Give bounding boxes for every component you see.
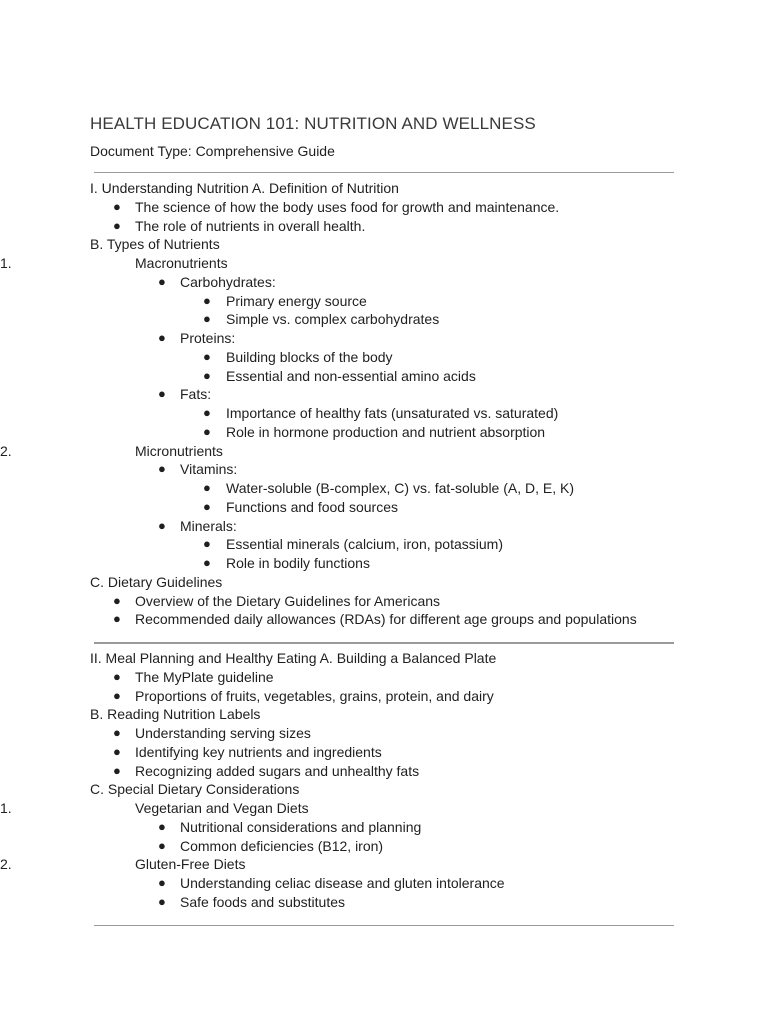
- line-text: Building blocks of the body: [226, 348, 393, 365]
- line-text: Proportions of fruits, vegetables, grains, protein, and dairy: [135, 687, 494, 704]
- bullet-marker: ●: [113, 217, 121, 233]
- line-text: Identifying key nutrients and ingredients: [135, 743, 382, 760]
- line-text: Essential and non-essential amino acids: [226, 367, 476, 384]
- bullet-item: [0, 687, 768, 706]
- bullet-marker: ●: [203, 292, 211, 308]
- outline-heading: [0, 235, 768, 254]
- line-text: Fats:: [180, 386, 212, 403]
- bullet-marker: ●: [158, 273, 166, 289]
- sub-sub-bullet-item: [0, 535, 768, 554]
- list-number: 1.: [0, 800, 12, 816]
- bullet-marker: ●: [113, 198, 121, 214]
- sub-bullet-item: [0, 893, 768, 912]
- sub-bullet-item: [0, 517, 768, 536]
- list-number: 2.: [0, 442, 12, 459]
- line-text: Macronutrients: [135, 255, 228, 271]
- sub-sub-bullet-item: [0, 310, 768, 329]
- line-text: Primary energy source: [226, 292, 367, 309]
- line-text: Proteins:: [180, 330, 236, 346]
- list-number: 2.: [0, 856, 12, 873]
- sub-sub-bullet-item: [0, 292, 768, 311]
- bullet-marker: ●: [158, 386, 166, 402]
- bullet-marker: ●: [203, 480, 211, 495]
- line-text: Essential minerals (calcium, iron, potassium): [226, 536, 503, 553]
- bullet-marker: ●: [158, 893, 166, 909]
- line-text: The role of nutrients in overall health.: [135, 217, 366, 234]
- line-text: Recognizing added sugars and unhealthy fats: [135, 762, 420, 779]
- line-text: Overview of the Dietary Guidelines for Americans: [135, 592, 441, 609]
- line-text: Carbohydrates:: [180, 273, 276, 290]
- bullet-marker: ●: [113, 743, 121, 759]
- bullet-item: [0, 762, 768, 781]
- bullet-marker: ●: [203, 555, 211, 570]
- line-text: Vegetarian and Vegan Diets: [135, 800, 309, 816]
- line-text: Safe foods and substitutes: [180, 893, 345, 910]
- line-text: I. Understanding Nutrition A. Definition of Nutrition: [90, 180, 399, 196]
- line-text: B. Types of Nutrients: [90, 236, 220, 253]
- line-text: Importance of healthy fats (unsaturated vs. saturated): [226, 405, 559, 421]
- bullet-marker: ●: [158, 461, 166, 477]
- line-text: Recommended daily allowances (RDAs) for different age groups and populations: [135, 611, 637, 628]
- line-text: Understanding serving sizes: [135, 725, 311, 741]
- bullet-marker: ●: [203, 348, 211, 364]
- sub-sub-bullet-item: [0, 479, 768, 498]
- outline-heading: [0, 780, 768, 799]
- sub-sub-bullet-item: [0, 367, 768, 386]
- line-text: The science of how the body uses food for growth and maintenance.: [135, 198, 560, 215]
- bullet-item: [0, 668, 768, 687]
- sub-sub-bullet-item: [0, 498, 768, 517]
- outline-heading: [0, 705, 768, 724]
- bullet-marker: ●: [158, 330, 166, 345]
- outline-heading: [0, 179, 768, 198]
- sub-bullet-item: [0, 385, 768, 404]
- line-text: Water-soluble (B-complex, C) vs. fat-soluble (A, D, E, K): [226, 480, 575, 496]
- bullet-marker: ●: [158, 875, 166, 890]
- bullet-item: [0, 592, 768, 611]
- bullet-marker: ●: [203, 498, 211, 514]
- line-text: Micronutrients: [135, 442, 223, 459]
- numbered-item: [0, 799, 768, 818]
- line-text: Common deficiencies (B12, iron): [180, 837, 384, 854]
- document-title: HEALTH EDUCATION 101: NUTRITION AND WELLNESS: [90, 114, 536, 133]
- line-text: The MyPlate guideline: [135, 668, 274, 685]
- section-meal-planning: [0, 649, 768, 912]
- sub-bullet-item: [0, 837, 768, 856]
- divider-middle: [94, 642, 674, 644]
- bullet-marker: ●: [203, 311, 211, 327]
- bullet-marker: ●: [203, 423, 211, 439]
- sub-bullet-item: [0, 329, 768, 348]
- outline-heading: [0, 649, 768, 668]
- line-text: Gluten-Free Diets: [135, 856, 246, 873]
- bullet-marker: ●: [158, 837, 166, 853]
- list-number: 1.: [0, 255, 12, 271]
- line-text: B. Reading Nutrition Labels: [90, 706, 261, 723]
- bullet-item: [0, 198, 768, 217]
- section-understanding-nutrition: [0, 179, 768, 629]
- line-text: C. Special Dietary Considerations: [90, 781, 300, 798]
- line-text: Functions and food sources: [226, 498, 398, 515]
- bullet-marker: ●: [113, 687, 121, 703]
- bullet-marker: ●: [203, 536, 211, 552]
- numbered-item: [0, 254, 768, 273]
- document-type: Document Type: Comprehensive Guide: [90, 143, 335, 159]
- line-text: Role in hormone production and nutrient absorption: [226, 423, 546, 440]
- line-text: Role in bodily functions: [226, 555, 370, 571]
- line-text: Vitamins:: [180, 461, 238, 478]
- bullet-marker: ●: [113, 725, 121, 740]
- sub-bullet-item: [0, 874, 768, 893]
- bullet-marker: ●: [203, 405, 211, 420]
- bullet-marker: ●: [158, 517, 166, 533]
- bullet-item: [0, 743, 768, 762]
- line-text: II. Meal Planning and Healthy Eating A. Building a Balanced Plate: [90, 650, 497, 666]
- line-text: Nutritional considerations and planning: [180, 818, 422, 835]
- sub-bullet-item: [0, 460, 768, 479]
- bullet-marker: ●: [158, 818, 166, 834]
- line-text: Minerals:: [180, 517, 237, 534]
- line-text: C. Dietary Guidelines: [90, 573, 223, 590]
- sub-sub-bullet-item: [0, 348, 768, 367]
- line-text: Simple vs. complex carbohydrates: [226, 311, 440, 328]
- divider-bottom: [94, 925, 674, 926]
- line-text: Understanding celiac disease and gluten intolerance: [180, 875, 505, 891]
- numbered-item: [0, 855, 768, 874]
- bullet-item: [0, 217, 768, 236]
- numbered-item: [0, 442, 768, 461]
- outline-heading: [0, 573, 768, 592]
- sub-sub-bullet-item: [0, 554, 768, 573]
- sub-sub-bullet-item: [0, 404, 768, 423]
- bullet-marker: ●: [113, 592, 121, 608]
- sub-sub-bullet-item: [0, 423, 768, 442]
- bullet-item: [0, 610, 768, 629]
- bullet-item: [0, 724, 768, 743]
- divider-top: [94, 172, 674, 173]
- bullet-marker: ●: [113, 611, 121, 627]
- sub-bullet-item: [0, 818, 768, 837]
- bullet-marker: ●: [203, 367, 211, 383]
- sub-bullet-item: [0, 273, 768, 292]
- bullet-marker: ●: [113, 668, 121, 684]
- bullet-marker: ●: [113, 762, 121, 778]
